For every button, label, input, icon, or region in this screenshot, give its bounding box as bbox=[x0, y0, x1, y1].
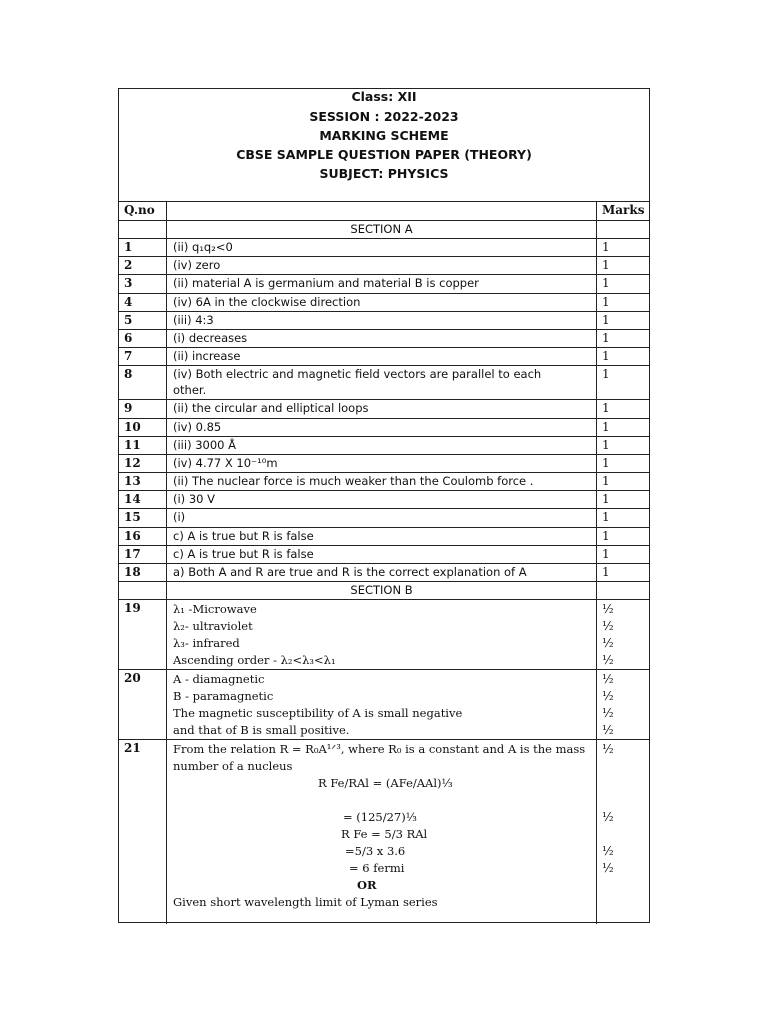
question-number: 2 bbox=[119, 257, 167, 274]
answer-text: (ii) material A is germanium and material B is copper bbox=[173, 276, 479, 291]
question-number: 3 bbox=[119, 275, 167, 292]
question-number: 12 bbox=[119, 455, 167, 472]
table-row bbox=[119, 528, 649, 546]
question-number: 15 bbox=[119, 509, 167, 526]
marks-cell: 1 bbox=[602, 330, 610, 345]
marks-cell: 1 bbox=[602, 240, 610, 254]
document-header bbox=[119, 89, 649, 202]
answer-text: (iv) 4.77 X 10⁻¹⁰m bbox=[173, 455, 278, 470]
marks-cell: 1 bbox=[602, 419, 610, 434]
answer-line: λ₁ -Microwave bbox=[173, 602, 257, 617]
marks-cell: 1 bbox=[602, 474, 610, 489]
answer-text: c) A is true but R is false bbox=[173, 528, 314, 543]
scheme-title: MARKING SCHEME bbox=[319, 128, 449, 143]
table-row bbox=[119, 491, 649, 509]
table-row bbox=[119, 600, 649, 670]
table-row bbox=[119, 455, 649, 473]
question-number: 5 bbox=[119, 312, 167, 329]
class-line: Class: XII bbox=[351, 89, 417, 104]
marking-scheme-table bbox=[118, 88, 650, 923]
answer-cell bbox=[167, 509, 597, 526]
table-row bbox=[119, 670, 649, 740]
answer-text: (iii) 3000 Å bbox=[173, 437, 237, 452]
answer-cell bbox=[167, 400, 597, 417]
paper-title: CBSE SAMPLE QUESTION PAPER (THEORY) bbox=[236, 147, 532, 162]
marks-cell: 1 bbox=[602, 276, 610, 291]
question-number: 10 bbox=[119, 419, 167, 436]
marks-cell: 1 bbox=[602, 492, 610, 507]
answer-line: =5/3 x 3.6 bbox=[345, 844, 406, 859]
column-header-row bbox=[119, 201, 649, 221]
answer-cell bbox=[167, 419, 597, 436]
answer-text: (ii) q₁q₂<0 bbox=[173, 240, 233, 254]
question-number: 8 bbox=[119, 366, 167, 399]
answer-cell bbox=[167, 740, 597, 924]
answer-cell bbox=[167, 437, 597, 454]
answer-text: other. bbox=[173, 383, 207, 398]
answer-cell bbox=[167, 239, 597, 256]
answer-text: (iv) zero bbox=[173, 258, 221, 273]
table-row bbox=[119, 366, 649, 400]
marks-cell: 1 bbox=[602, 565, 610, 579]
marks-cell: 1 bbox=[602, 455, 610, 470]
question-number: 4 bbox=[119, 294, 167, 311]
answer-line: B - paramagnetic bbox=[173, 689, 274, 704]
question-number: 16 bbox=[119, 528, 167, 545]
answer-cell bbox=[167, 491, 597, 508]
table-row bbox=[119, 509, 649, 527]
table-row bbox=[119, 546, 649, 564]
qno-header: Q.no bbox=[119, 201, 167, 220]
question-number: 13 bbox=[119, 473, 167, 490]
section-b-row bbox=[119, 582, 649, 600]
answer-cell bbox=[167, 330, 597, 347]
question-number: 14 bbox=[119, 491, 167, 508]
table-row bbox=[119, 348, 649, 366]
section-a-row bbox=[119, 221, 649, 239]
marks-cell: 1 bbox=[602, 401, 610, 416]
marks-cell: 1 bbox=[602, 294, 610, 309]
answer-cell bbox=[167, 348, 597, 365]
answer-cell bbox=[167, 294, 597, 311]
table-row bbox=[119, 740, 649, 924]
answer-cell bbox=[167, 257, 597, 274]
answer-cell bbox=[167, 275, 597, 292]
answer-text: (ii) The nuclear force is much weaker than the Coulomb force . bbox=[173, 474, 534, 489]
answer-text: (ii) increase bbox=[173, 349, 241, 364]
question-number: 9 bbox=[119, 400, 167, 417]
marks-cell: 1 bbox=[602, 546, 610, 561]
table-row bbox=[119, 275, 649, 293]
answer-text: (iv) 6A in the clockwise direction bbox=[173, 294, 361, 309]
answer-text: (i) bbox=[173, 510, 186, 525]
answer-cell bbox=[167, 455, 597, 472]
question-number: 6 bbox=[119, 330, 167, 347]
question-number: 18 bbox=[119, 564, 167, 581]
marks-cell: ½ ½ ½ ½ bbox=[602, 602, 614, 668]
answer-cell bbox=[167, 600, 597, 669]
marks-cell: 1 bbox=[602, 528, 610, 543]
answer-line: = (125/27)⅓ bbox=[343, 810, 417, 825]
table-row bbox=[119, 330, 649, 348]
session-line: SESSION : 2022-2023 bbox=[309, 109, 459, 124]
answer-text: (iv) Both electric and magnetic field vectors are parallel to each bbox=[173, 367, 542, 382]
answer-line: R Fe = 5/3 RAl bbox=[341, 827, 428, 842]
answer-line: The magnetic susceptibility of A is small negative bbox=[173, 706, 463, 721]
marks-header: Marks bbox=[602, 203, 645, 217]
question-number: 19 bbox=[119, 600, 167, 669]
table-row bbox=[119, 257, 649, 275]
table-row bbox=[119, 312, 649, 330]
answer-line: A - diamagnetic bbox=[173, 672, 265, 687]
answer-text: (ii) the circular and elliptical loops bbox=[173, 401, 369, 416]
question-number: 21 bbox=[119, 740, 167, 924]
question-number: 1 bbox=[119, 239, 167, 256]
marks-cell: 1 bbox=[602, 258, 610, 273]
marks-cell: ½ ½ ½ ½ bbox=[602, 672, 614, 738]
marks-cell: 1 bbox=[602, 349, 610, 364]
table-row bbox=[119, 294, 649, 312]
table-row bbox=[119, 564, 649, 582]
answer-cell bbox=[167, 312, 597, 329]
answer-text: a) Both A and R are true and R is the correct explanation of A bbox=[173, 565, 527, 579]
marks-cell: 1 bbox=[602, 312, 610, 327]
table-row bbox=[119, 419, 649, 437]
answer-cell bbox=[167, 366, 597, 399]
answer-line: Ascending order - λ₂<λ₃<λ₁ bbox=[173, 653, 336, 668]
answer-line: = 6 fermi bbox=[349, 861, 405, 876]
section-b-heading: SECTION B bbox=[167, 582, 597, 599]
answer-text: c) A is true but R is false bbox=[173, 546, 314, 561]
answer-cell bbox=[167, 546, 597, 563]
answer-line: λ₃- infrared bbox=[173, 636, 240, 651]
table-row bbox=[119, 437, 649, 455]
question-number: 7 bbox=[119, 348, 167, 365]
answer-line: λ₂- ultraviolet bbox=[173, 619, 253, 634]
marks-cell: 1 bbox=[602, 437, 610, 452]
question-number: 17 bbox=[119, 546, 167, 563]
table-row bbox=[119, 473, 649, 491]
subject-line: SUBJECT: PHYSICS bbox=[319, 166, 449, 181]
answer-line: R Fe/RAl = (AFe/AAl)⅓ bbox=[318, 776, 453, 791]
table-row bbox=[119, 239, 649, 257]
answer-cell bbox=[167, 528, 597, 545]
answer-line: and that of B is small positive. bbox=[173, 723, 350, 738]
marks-cell: ½ ½ ½ ½ bbox=[602, 742, 614, 876]
answer-text: (i) 30 V bbox=[173, 492, 215, 507]
or-label: OR bbox=[357, 878, 377, 893]
answer-cell bbox=[167, 473, 597, 490]
answer-text: (iv) 0.85 bbox=[173, 419, 222, 434]
marks-cell: 1 bbox=[602, 510, 610, 525]
answer-text: (i) decreases bbox=[173, 330, 248, 345]
question-number: 11 bbox=[119, 437, 167, 454]
answer-text: (iii) 4:3 bbox=[173, 312, 214, 327]
answer-cell bbox=[167, 670, 597, 739]
table-row bbox=[119, 400, 649, 418]
answer-line: Given short wavelength limit of Lyman series bbox=[173, 895, 438, 910]
marks-cell: 1 bbox=[602, 367, 610, 382]
answer-cell bbox=[167, 564, 597, 581]
answer-rows bbox=[119, 201, 649, 924]
answer-line: number of a nucleus bbox=[173, 759, 293, 774]
section-a-heading: SECTION A bbox=[167, 221, 597, 238]
question-number: 20 bbox=[119, 670, 167, 739]
answer-line: From the relation R = R₀A¹ᐟ³, where R₀ is a constant and A is the mass bbox=[173, 742, 586, 757]
